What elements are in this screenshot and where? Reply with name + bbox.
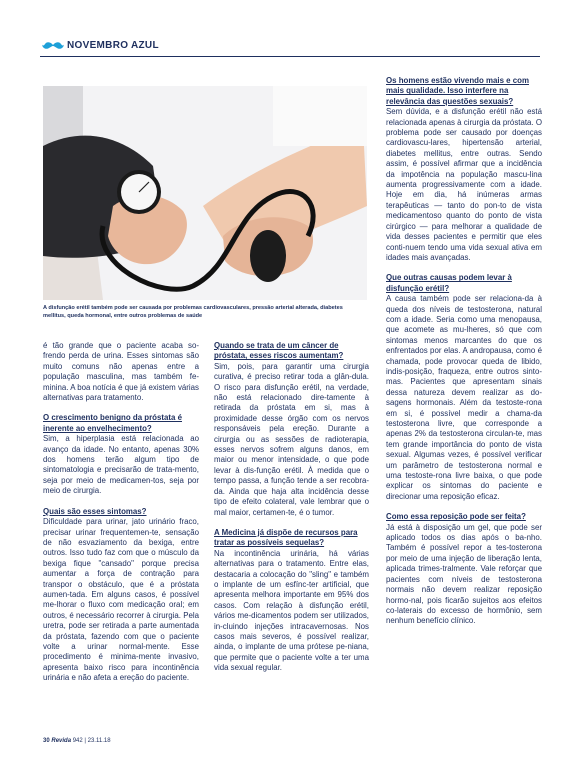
paragraph: Sim, pois, para garantir uma cirurgia curativa, é preciso retirar toda a glân-dula. O risco para disfunção erétil, na verdade, não está relacionado dire-tamente à retirada da próstata em si, mas à proximidade desse órgão com os nervos responsáveis pela ereção. Durante a cirurgia ou as sessões de radioterapia, esses nervos sofrem alguns danos, em maior ou menor intensidade, o que pode levar à dis-função erétil. À medida que o tempo passa, a função tende a ser recobra-da. Ainda que haja alta incidência desse tipo de efeito colateral, vale lembrar que o mal maior, certamen-te, é o tumor. — [214, 361, 369, 517]
blood-pressure-photo — [43, 86, 367, 300]
paragraph: Sim, a hiperplasia está relacionada ao avanço da idade. No entanto, apenas 30% dos homens terão algum tipo de sintomatologia e precisarão de trata-mento, seja por meio de medicamen-tos, seja por meio de cirurgia. — [43, 434, 199, 496]
question-heading: O crescimento benigno da próstata é inerente ao envelhecimento? — [43, 413, 182, 433]
header-divider — [40, 56, 540, 57]
paragraph: Já está à disposição um gel, que pode ser aplicado todos os dias após o ba-nho. Também é possível repor a tes-tosterona por meio de uma injeção de liberação lenta, aplicada trimes-tralmente. Vale reforçar que pacientes com níveis de testosterona normais não devem realizar reposição hormo-nal, pois ficarão sujeitos aos efeitos co-laterais do excesso de hormônio, sem nenhum benefício clínico. — [386, 522, 542, 626]
paragraph: A causa também pode ser relaciona-da à queda dos níveis de testosterona, natural com a idade. Seria como uma menopausa, que acomete as mu-lheres, só que com sintomas menos marcantes do que os enfrentados por elas. A andropausa, como é chamada, pode provocar queda de libido, indis-posição, fraqueza, entre outros sinto-mas. Pacientes que apresentam sinais dessa natureza devem realizar as do-sagens hormonais. Além da testoste-rona em si, é possível medir a chama-da testosterona livre, que corresponde a apenas 2% da testosterona circulan-te, mas tem grande importância do ponto de vista sexual. Algumas vezes, é possível verificar um parâmetro de testosterona normal e uma testoste-rona livre baixa, o que pode explicar os sintomas do paciente e direcionar uma reposição eficaz. — [386, 294, 542, 501]
page-footer — [43, 738, 111, 744]
paragraph: Sem dúvida, e a disfunção erétil não está relacionada apenas à cirurgia da próstata. O problema pode ser causado por doenças cardiovascu-lares, hipertensão arterial, diabetes mellitus, entre outras. Sendo assim, é possível afirmar que a incidência da impotência na população mascu-lina aumenta progressivamente com a idade. Hoje em dia, há inúmeras armas terapêuticas — tanto do pon-to de vista medicamentoso quanto do ponto de vista cirúrgico — para melhorar a qualidade de vida desses pacientes e permitir que eles conti-nuem tendo uma vida sexual ativa em idades mais avançadas. — [386, 107, 542, 262]
photo-caption: A disfunção erétil também pode ser causada por problemas cardiovasculares, pressão arterial alterada, diabetes mellitus, queda hormonal, entre outros problemas de saúde — [43, 305, 343, 319]
article-column-1 — [43, 341, 199, 694]
mustache-icon — [42, 42, 64, 51]
section-header — [40, 38, 540, 58]
paragraph: é tão grande que o paciente acaba so-frendo perda de urina. Esses sintomas são muito comuns não apenas entre a população masculina, mas também fe-minina. A boa notícia é que já existem várias alternativas para tratamento. — [43, 341, 199, 403]
question-heading: Quais são esses sintomas? — [43, 506, 147, 516]
magazine-name: Revida — [51, 738, 72, 744]
section-title: NOVEMBRO AZUL — [67, 40, 159, 51]
question-heading: Como essa reposição pode ser feita? — [386, 512, 526, 522]
article-column-3 — [386, 76, 542, 637]
paragraph: Na incontinência urinária, há várias alternativas para o tratamento. Entre elas, destacaria a colocação do "sling" e também o implante de um esfínc-ter artificial, que apresenta melhora importante em 95% dos casos. Com relação à disfunção erétil, vários me-dicamentos podem ser utilizados, in-cluindo injeções intracavernosas. Nos casos mais severos, é possível realizar, ainda, o implante de uma prótese pe-niana, que permite que o paciente volte a ter uma vida sexual regular. — [214, 548, 369, 673]
issue-info: 942 | 23.11.18 — [72, 738, 111, 744]
article-column-2 — [214, 341, 369, 684]
blood-pressure-illustration — [43, 86, 367, 300]
question-heading: A Medicina já dispõe de recursos para tratar as possíveis sequelas? — [214, 527, 358, 548]
question-heading: Os homens estão vivendo mais e com mais qualidade. Isso interfere na relevância das questões sexuais? — [386, 76, 529, 106]
question-heading: Quando se trata de um câncer de próstata, esses riscos aumentam? — [214, 341, 344, 361]
paragraph: Dificuldade para urinar, jato urinário fraco, precisar urinar frequentemen-te, sensação de não esvaziamento da bexiga, entre outros. Isso tudo faz com que o músculo da bexiga fique "cansado" porque precisa aumentar a força de contração para transpor o obstáculo, que é a próstata aumen-tada. Em alguns casos, é possível me-lhorar o fluxo com medicação oral; em outros, é necessário recorrer à cirurgia. Pela uretra, pode ser retirada a parte aumentada da próstata, fazendo com que o paciente volte a urinar normal-mente. Esse procedimento é minima-mente invasivo, apresenta baixo risco para incontinência urinária e não afeta a ereção do paciente. — [43, 517, 199, 683]
question-heading: Que outras causas podem levar à disfunção erétil? — [386, 273, 512, 293]
page-number: 30 — [43, 738, 50, 744]
